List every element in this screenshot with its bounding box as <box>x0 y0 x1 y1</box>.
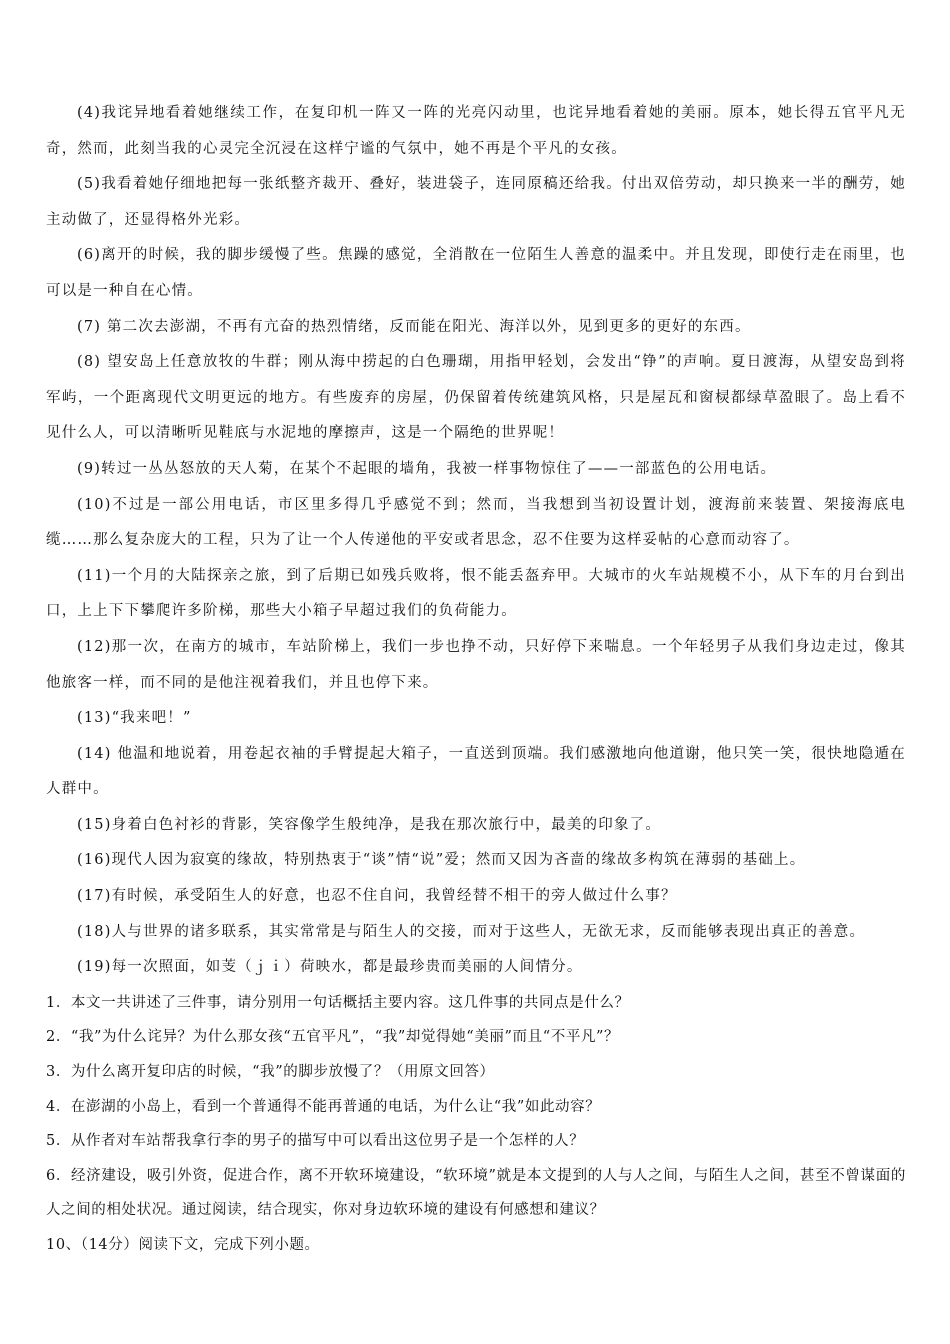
paragraph-14: (14) 他温和地说着，用卷起衣袖的手臂提起大箱子，一直送到顶端。我们感激地向他道谢，他只笑一笑，很快地隐遁在人群中。 <box>46 745 906 798</box>
question-3: 3．为什么离开复印店的时候，“我”的脚步放慢了？（用原文回答） <box>46 1064 495 1081</box>
question-2: 2．“我”为什么诧异？为什么那女孩“五官平凡”，“我”却觉得她“美丽”而且“不平凡”？ <box>46 1029 620 1046</box>
question-5: 5．从作者对车站帮我拿行李的男子的描写中可以看出这位男子是一个怎样的人？ <box>46 1133 585 1150</box>
paragraph-5: (5)我看着她仔细地把每一张纸整齐裁开、叠好，装进袋子，连同原稿还给我。付出双倍劳动，却只换来一半的酬劳，她主动做了，还显得格外光彩。 <box>46 176 906 228</box>
paragraph-9: (9)转过一丛丛怒放的天人菊，在某个不起眼的墙角，我被一样事物惊住了——一部蓝色的公用电话。 <box>77 460 777 477</box>
paragraph-8: (8) 望安岛上任意放牧的牛群；刚从海中捞起的白色珊瑚，用指甲轻划，会发出“铮”的声响。夏日渡海，从望安岛到将军屿，一个距离现代文明更远的地方。有些废弃的房屋，仍保留着传统建筑风格，只是屋瓦和窗棂都绿草盈眼了。岛上看不见什么人，可以清晰听见鞋底与水泥地的摩擦声，这是一个隔绝的世界呢！ <box>46 354 906 442</box>
section-10-heading: 10、（14分）阅读下文，完成下列小题。 <box>46 1237 320 1253</box>
paragraph-16: (16)现代人因为寂寞的缘故，特别热衷于“谈”情“说”爱；然而又因为吝啬的缘故多构筑在薄弱的基础上。 <box>77 852 806 869</box>
paragraph-7: (7) 第二次去澎湖，不再有亢奋的热烈情绪，反而能在阳光、海洋以外，见到更多的更好的东西。 <box>77 318 751 335</box>
paragraph-10: (10)不过是一部公用电话，市区里多得几乎感觉不到；然而，当我想到当初设置计划，渡海前来装置、架接海底电缆……那么复杂庞大的工程，只为了让一个人传递他的平安或者思念，忍不住要为这样妥帖的心意而动容了。 <box>46 496 906 549</box>
question-6: 6．经济建设，吸引外资，促进合作，离不开软环境建设，“软环境”就是本文提到的人与人之间，与陌生人之间，甚至不曾谋面的人之间的相处状况。通过阅读，结合现实，你对身边软环境的建设有何感想和建议？ <box>46 1167 906 1219</box>
paragraph-15: (15)身着白色衬衫的背影，笑容像学生般纯净，是我在那次旅行中，最美的印象了。 <box>77 816 662 833</box>
reading-passage <box>46 96 906 986</box>
paragraph-13: (13)“我来吧！” <box>77 710 192 727</box>
paragraph-11: (11)一个月的大陆探亲之旅，到了后期已如残兵败将，恨不能丢盔弃甲。大城市的火车站规模不小，从下车的月台到出口，上上下下攀爬许多阶梯，那些大小箱子早超过我们的负荷能力。 <box>46 567 906 620</box>
question-1: 1．本文一共讲述了三件事，请分别用一句话概括主要内容。这几件事的共同点是什么？ <box>46 994 630 1011</box>
exam-content <box>46 96 906 1263</box>
question-4: 4．在澎湖的小岛上，看到一个普通得不能再普通的电话，为什么让“我”如此动容？ <box>46 1098 601 1115</box>
paragraph-4: (4)我诧异地看着她继续工作，在复印机一阵又一阵的光亮闪动里，也诧异地看着她的美丽。原本，她长得五官平凡无奇，然而，此刻当我的心灵完全沉浸在这样宁谧的气氛中，她不再是个平凡的女孩。 <box>46 105 906 157</box>
question-list <box>46 986 906 1228</box>
paragraph-6: (6)离开的时候，我的脚步缓慢了些。焦躁的感觉，全消散在一位陌生人善意的温柔中。并且发现，即使行走在雨里，也可以是一种自在心情。 <box>46 247 906 299</box>
paragraph-17: (17)有时候，承受陌生人的好意，也忍不住自问，我曾经替不相干的旁人做过什么事？ <box>77 888 677 905</box>
paragraph-19: (19)每一次照面，如芰（ｊｉ）荷映水，都是最珍贵而美丽的人间情分。 <box>77 959 583 976</box>
paragraph-18: (18)人与世界的诸多联系，其实常常是与陌生人的交接，而对于这些人，无欲无求，反而能够表现出真正的善意。 <box>77 923 866 940</box>
paragraph-12: (12)那一次，在南方的城市，车站阶梯上，我们一步也挣不动，只好停下来喘息。一个年轻男子从我们身边走过，像其他旅客一样，而不同的是他注视着我们，并且也停下来。 <box>46 638 906 691</box>
